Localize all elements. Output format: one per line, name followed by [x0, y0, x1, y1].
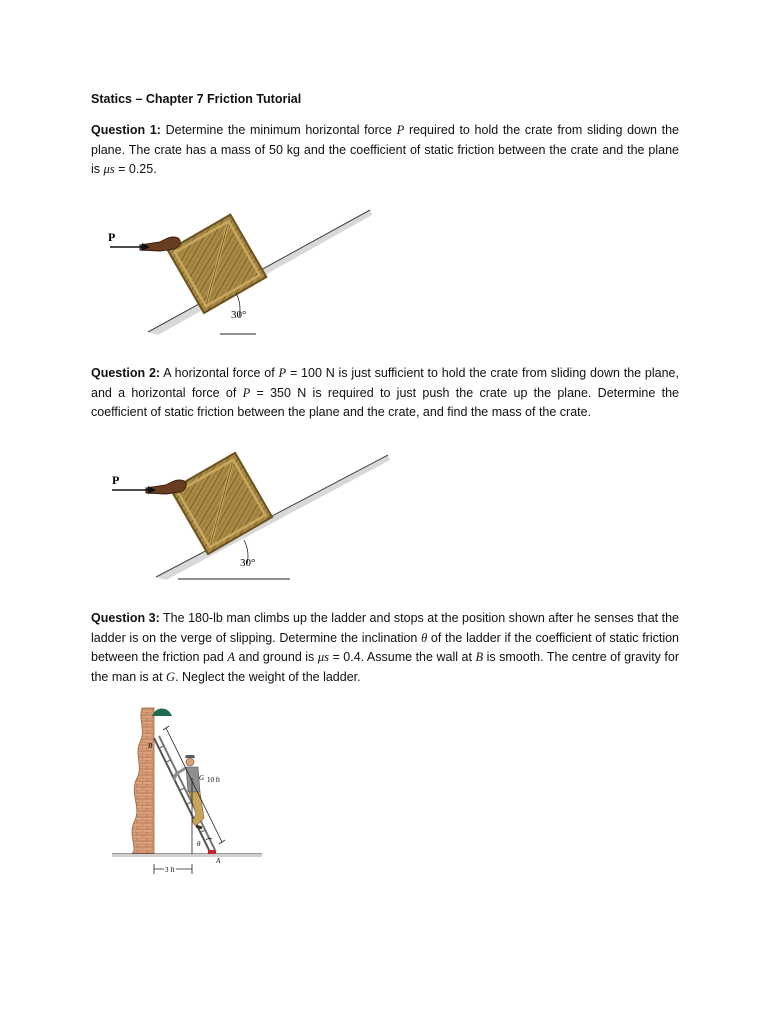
question-3-var-theta: θ — [421, 630, 428, 645]
question-3-var-g: G — [166, 669, 176, 684]
angle-label: 30° — [240, 557, 256, 569]
question-3-text — [91, 609, 679, 687]
length-dimension-line — [166, 728, 222, 842]
question-3-part-b: of the ladder if the coefficient of static friction between the friction pad — [91, 630, 680, 664]
force-label-p: P — [112, 473, 120, 487]
question-1-part-b: required to hold the crate from sliding down the plane. The crate has a mass of 50 kg and the coefficient of static friction between the crate and the plane is — [91, 123, 679, 176]
question-1-part-c: = 0.25. — [114, 162, 157, 176]
label-b: B — [148, 742, 153, 750]
angle-label: 30° — [231, 309, 247, 321]
page-title: Statics – Chapter 7 Friction Tutorial — [91, 92, 302, 106]
question-3-part-e: is smooth. The centre of gravity for the man is at — [91, 650, 680, 684]
ground-shade — [112, 854, 262, 857]
ladder-rail-left — [154, 738, 210, 852]
figure-2-crate-incline — [108, 450, 398, 585]
question-1-part-a: Determine the minimum horizontal force — [160, 123, 397, 137]
question-1-mu: μs — [103, 162, 115, 176]
question-3-part-a: The 180-lb man climbs up the ladder and stops at the position shown after he senses that the ladder is on the verge of slipping. Determine the inclination — [91, 611, 679, 645]
label-g: G — [199, 774, 205, 782]
label-length: 10 ft — [207, 776, 221, 784]
ladder-rail-right — [159, 736, 215, 850]
crate — [168, 215, 266, 313]
question-3-var-b: B — [475, 650, 484, 664]
question-1-label: Question 1: — [91, 123, 161, 137]
question-2-part-c: = 350 N is required to just push the crate up the plane. Determine the coefficient of static friction between the plane and the crate, and find the mass of the crate. — [91, 385, 679, 419]
brick-wall — [132, 708, 154, 854]
question-2-var-p2: P — [242, 385, 251, 400]
question-2-var-p1: P — [278, 366, 287, 380]
force-label-p: P — [108, 230, 116, 244]
question-1-var-p: P — [396, 123, 405, 137]
label-offset: 3 ft — [165, 866, 175, 874]
figure-1-crate-incline — [100, 205, 390, 340]
label-a: A — [216, 857, 221, 865]
question-3-part-d: = 0.4. Assume the wall at — [328, 650, 476, 664]
question-2-part-a: A horizontal force of — [160, 366, 279, 380]
label-theta: θ — [197, 840, 201, 848]
question-2-label: Question 2: — [91, 366, 161, 380]
question-3-var-a: A — [227, 650, 235, 664]
crate — [171, 453, 272, 554]
question-2-text — [91, 364, 679, 423]
length-dimension-tick — [163, 726, 169, 730]
figure-3-ladder-wall — [112, 700, 262, 885]
man-figure — [174, 755, 204, 828]
question-3-mu: μs — [317, 650, 329, 664]
question-1-text — [91, 121, 679, 180]
question-3-part-f: . Neglect the weight of the ladder. — [175, 669, 361, 684]
question-3-part-c: and ground is — [234, 650, 318, 664]
length-dimension-tick — [219, 840, 225, 844]
question-3-label: Question 3: — [91, 611, 160, 625]
question-2-part-b: = 100 N is just sufficient to hold the crate from sliding down the plane, and a horizontal force of — [91, 366, 679, 400]
wall-cap-icon — [152, 709, 172, 717]
friction-pad — [208, 850, 216, 854]
